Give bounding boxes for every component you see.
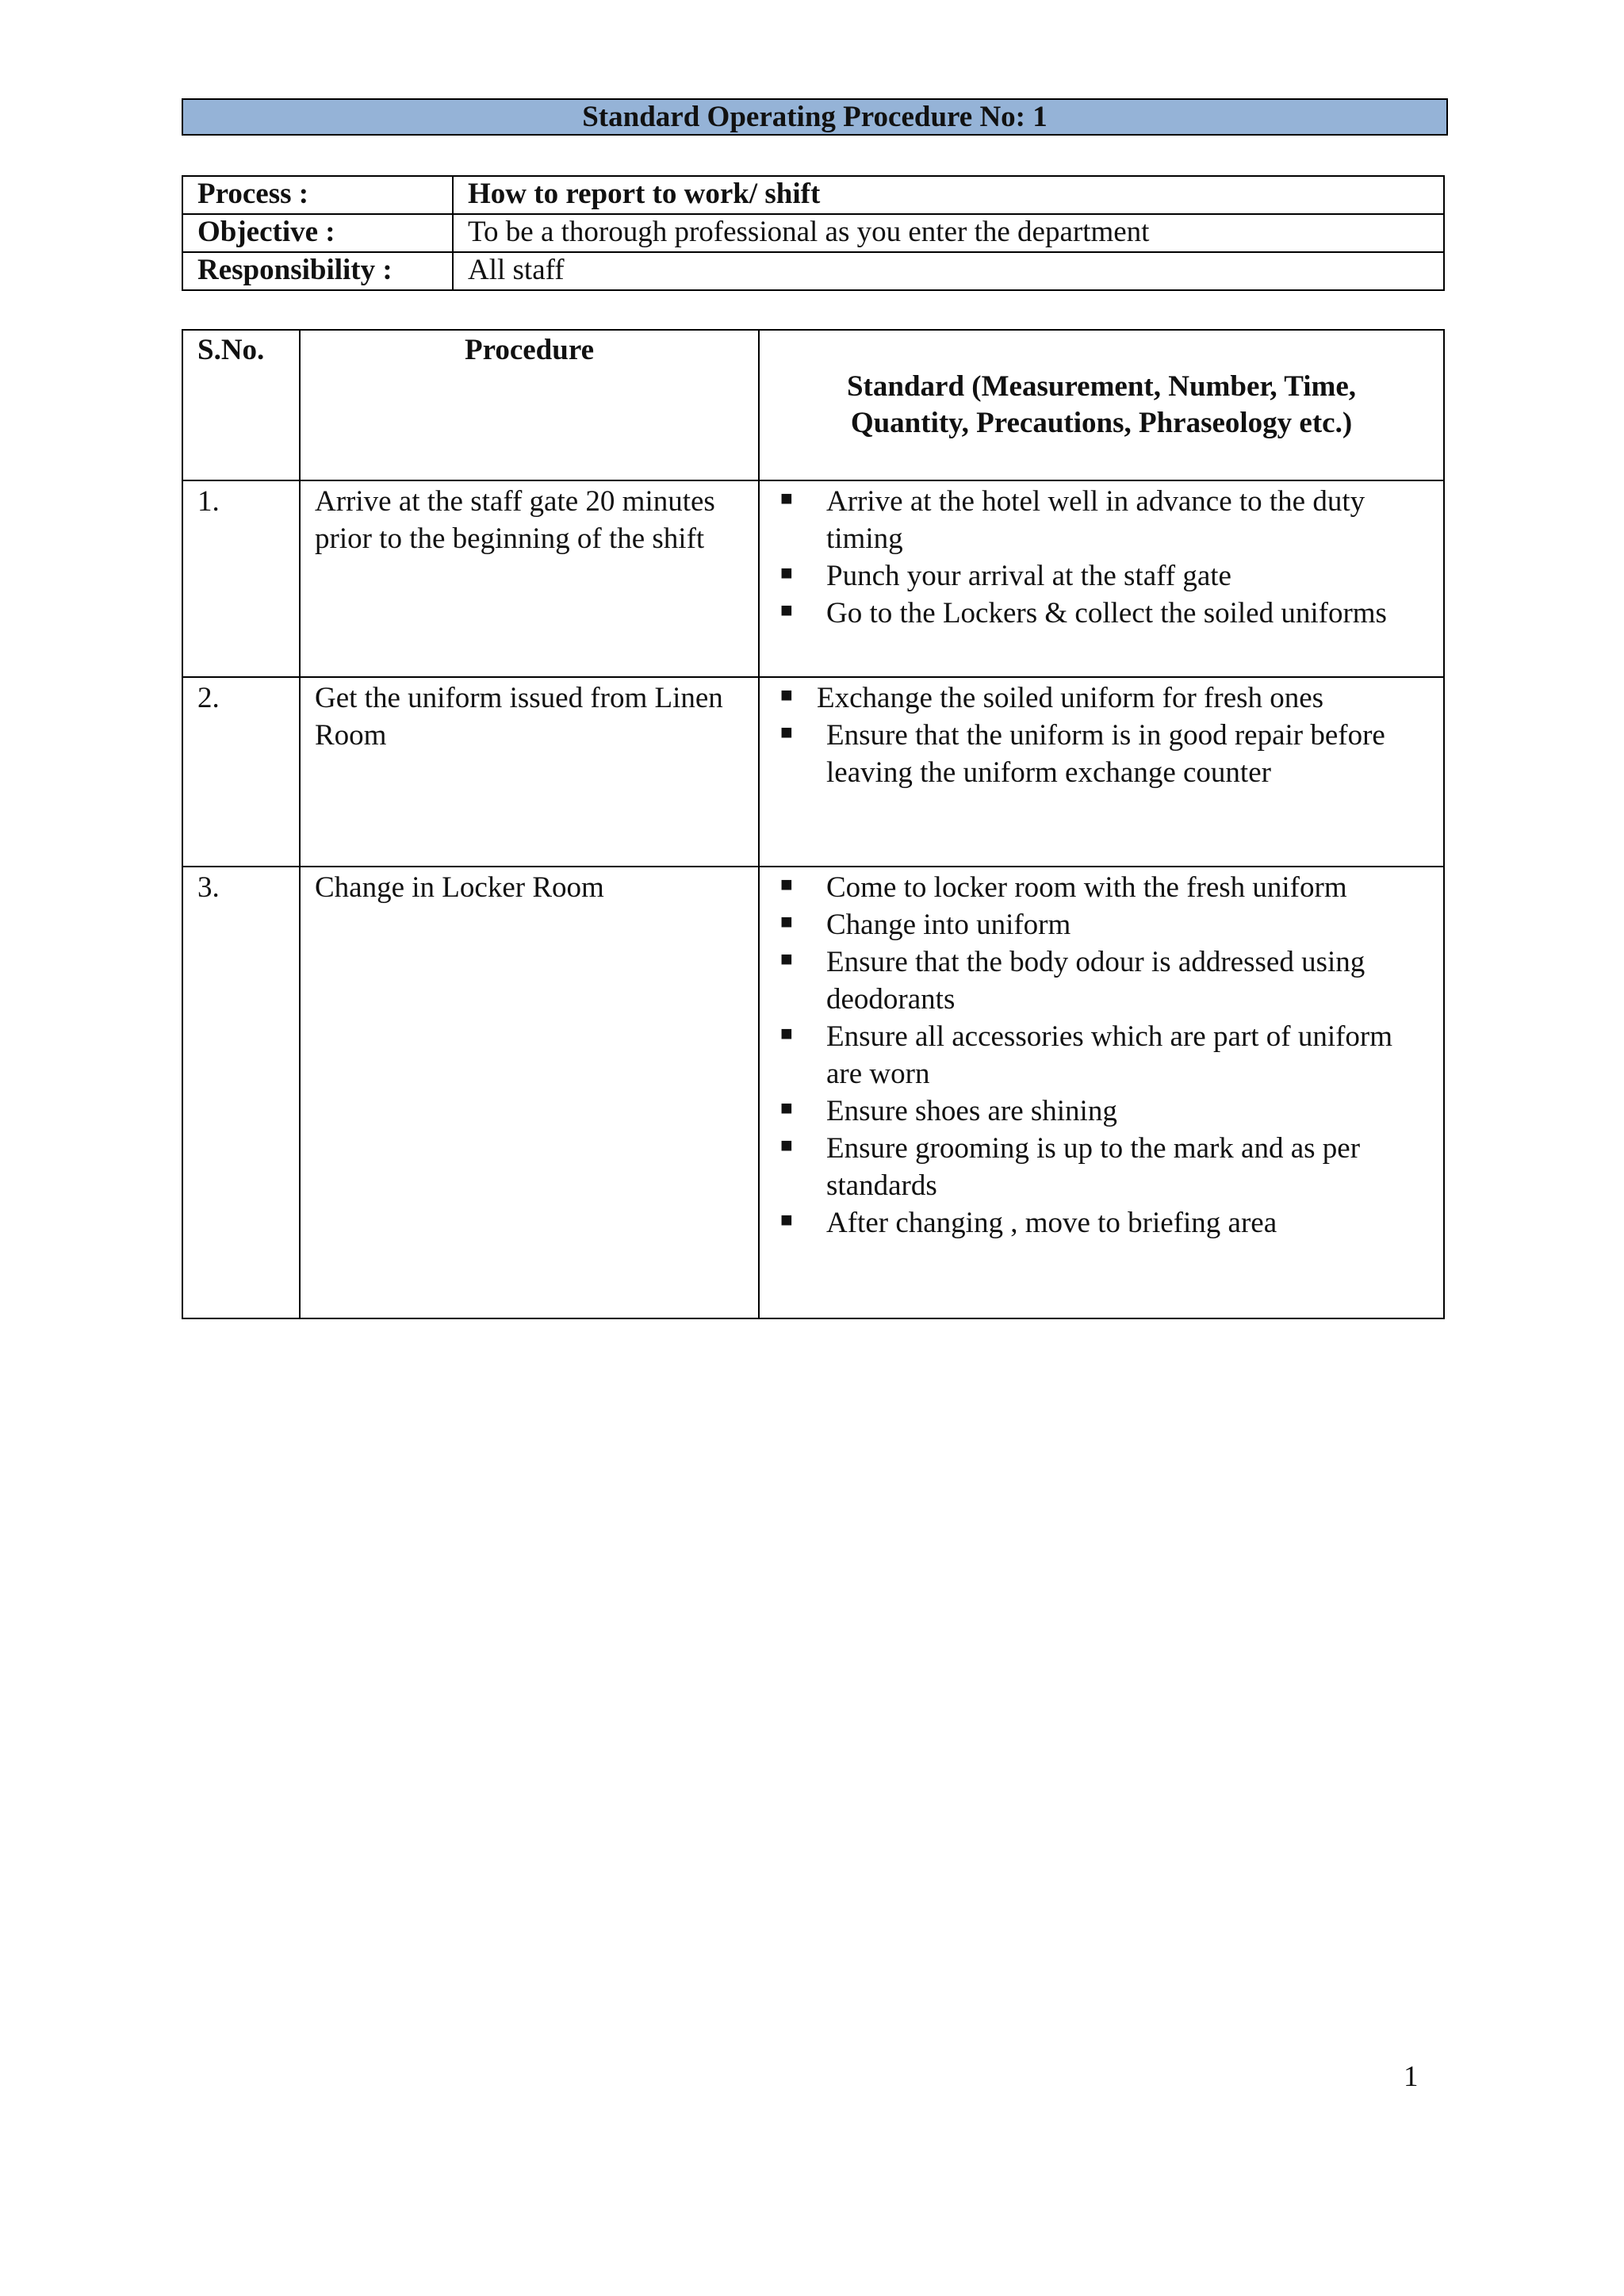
row-standards [759,480,1444,677]
standard-text: Ensure that the body odour is addressed using deodorants [826,946,1365,1016]
info-label-responsibility: Responsibility : [182,252,453,290]
info-label-process: Process : [182,176,453,214]
square-bullet-icon: ■ [780,873,793,896]
standard-text: Ensure shoes are shining [826,1095,1117,1127]
square-bullet-icon: ■ [780,1022,793,1045]
table-row [182,867,1444,1318]
square-bullet-icon: ■ [780,910,793,933]
standard-text: Change into uniform [826,909,1071,941]
standards-list [774,869,1429,1242]
standard-text: Ensure grooming is up to the mark and as per standards [826,1132,1361,1202]
standard-item [780,1130,1429,1204]
row-sno: 2. [182,677,300,867]
info-value-process: How to report to work/ shift [453,176,1444,214]
square-bullet-icon: ■ [780,1096,793,1119]
square-bullet-icon: ■ [780,1134,793,1157]
row-sno: 1. [182,480,300,677]
table-row [182,677,1444,867]
header-sno: S.No. [182,330,300,480]
header-standard-text: Standard (Measurement, Number, Time, Quantity, Precautions, Phraseology etc.) [846,370,1357,439]
standards-list [774,483,1429,632]
standard-item [780,1093,1429,1130]
standard-text: Go to the Lockers & collect the soiled uniforms [826,597,1387,629]
square-bullet-icon: ■ [780,683,793,706]
table-row [182,480,1444,677]
row-procedure: Get the uniform issued from Linen Room [300,677,759,867]
row-standards [759,867,1444,1318]
standard-text: Ensure all accessories which are part of uniform are worn [826,1020,1393,1090]
standard-item [780,1018,1429,1093]
info-row-objective [182,214,1444,252]
square-bullet-icon: ■ [780,561,793,584]
square-bullet-icon: ■ [780,947,793,970]
square-bullet-icon: ■ [780,487,793,510]
procedure-table [182,329,1445,1319]
standard-text: Punch your arrival at the staff gate [826,560,1231,592]
standards-list [774,679,1429,791]
row-standards [759,677,1444,867]
info-row-process [182,176,1444,214]
info-label-objective: Objective : [182,214,453,252]
square-bullet-icon: ■ [780,1208,793,1231]
info-value-objective: To be a thorough professional as you enter the department [453,214,1444,252]
standard-text: Arrive at the hotel well in advance to the duty timing [826,485,1395,555]
standard-text: Exchange the soiled uniform for fresh ones [817,682,1324,714]
standard-item [780,483,1429,557]
info-row-responsibility [182,252,1444,290]
standard-item [780,595,1429,632]
standard-item [780,557,1429,595]
standard-item [780,679,1429,717]
standard-item [780,717,1429,791]
header-procedure: Procedure [300,330,759,480]
standard-text: Come to locker room with the fresh uniform [826,871,1347,904]
standard-text: After changing , move to briefing area [826,1207,1277,1239]
standard-item [780,869,1429,906]
info-value-responsibility: All staff [453,252,1444,290]
row-sno: 3. [182,867,300,1318]
row-procedure: Change in Locker Room [300,867,759,1318]
standard-text: Ensure that the uniform is in good repair before leaving the uniform exchange counter [826,719,1385,789]
row-procedure: Arrive at the staff gate 20 minutes prior to the beginning of the shift [300,480,759,677]
standard-item [780,906,1429,943]
standard-item [780,1204,1429,1242]
header-standard [759,330,1444,480]
page-number: 1 [1404,2061,1419,2093]
sop-title: Standard Operating Procedure No: 1 [182,98,1448,136]
standard-item [780,943,1429,1018]
square-bullet-icon: ■ [780,721,793,744]
info-table [182,175,1445,291]
procedure-table-header [182,330,1444,480]
square-bullet-icon: ■ [780,599,793,622]
